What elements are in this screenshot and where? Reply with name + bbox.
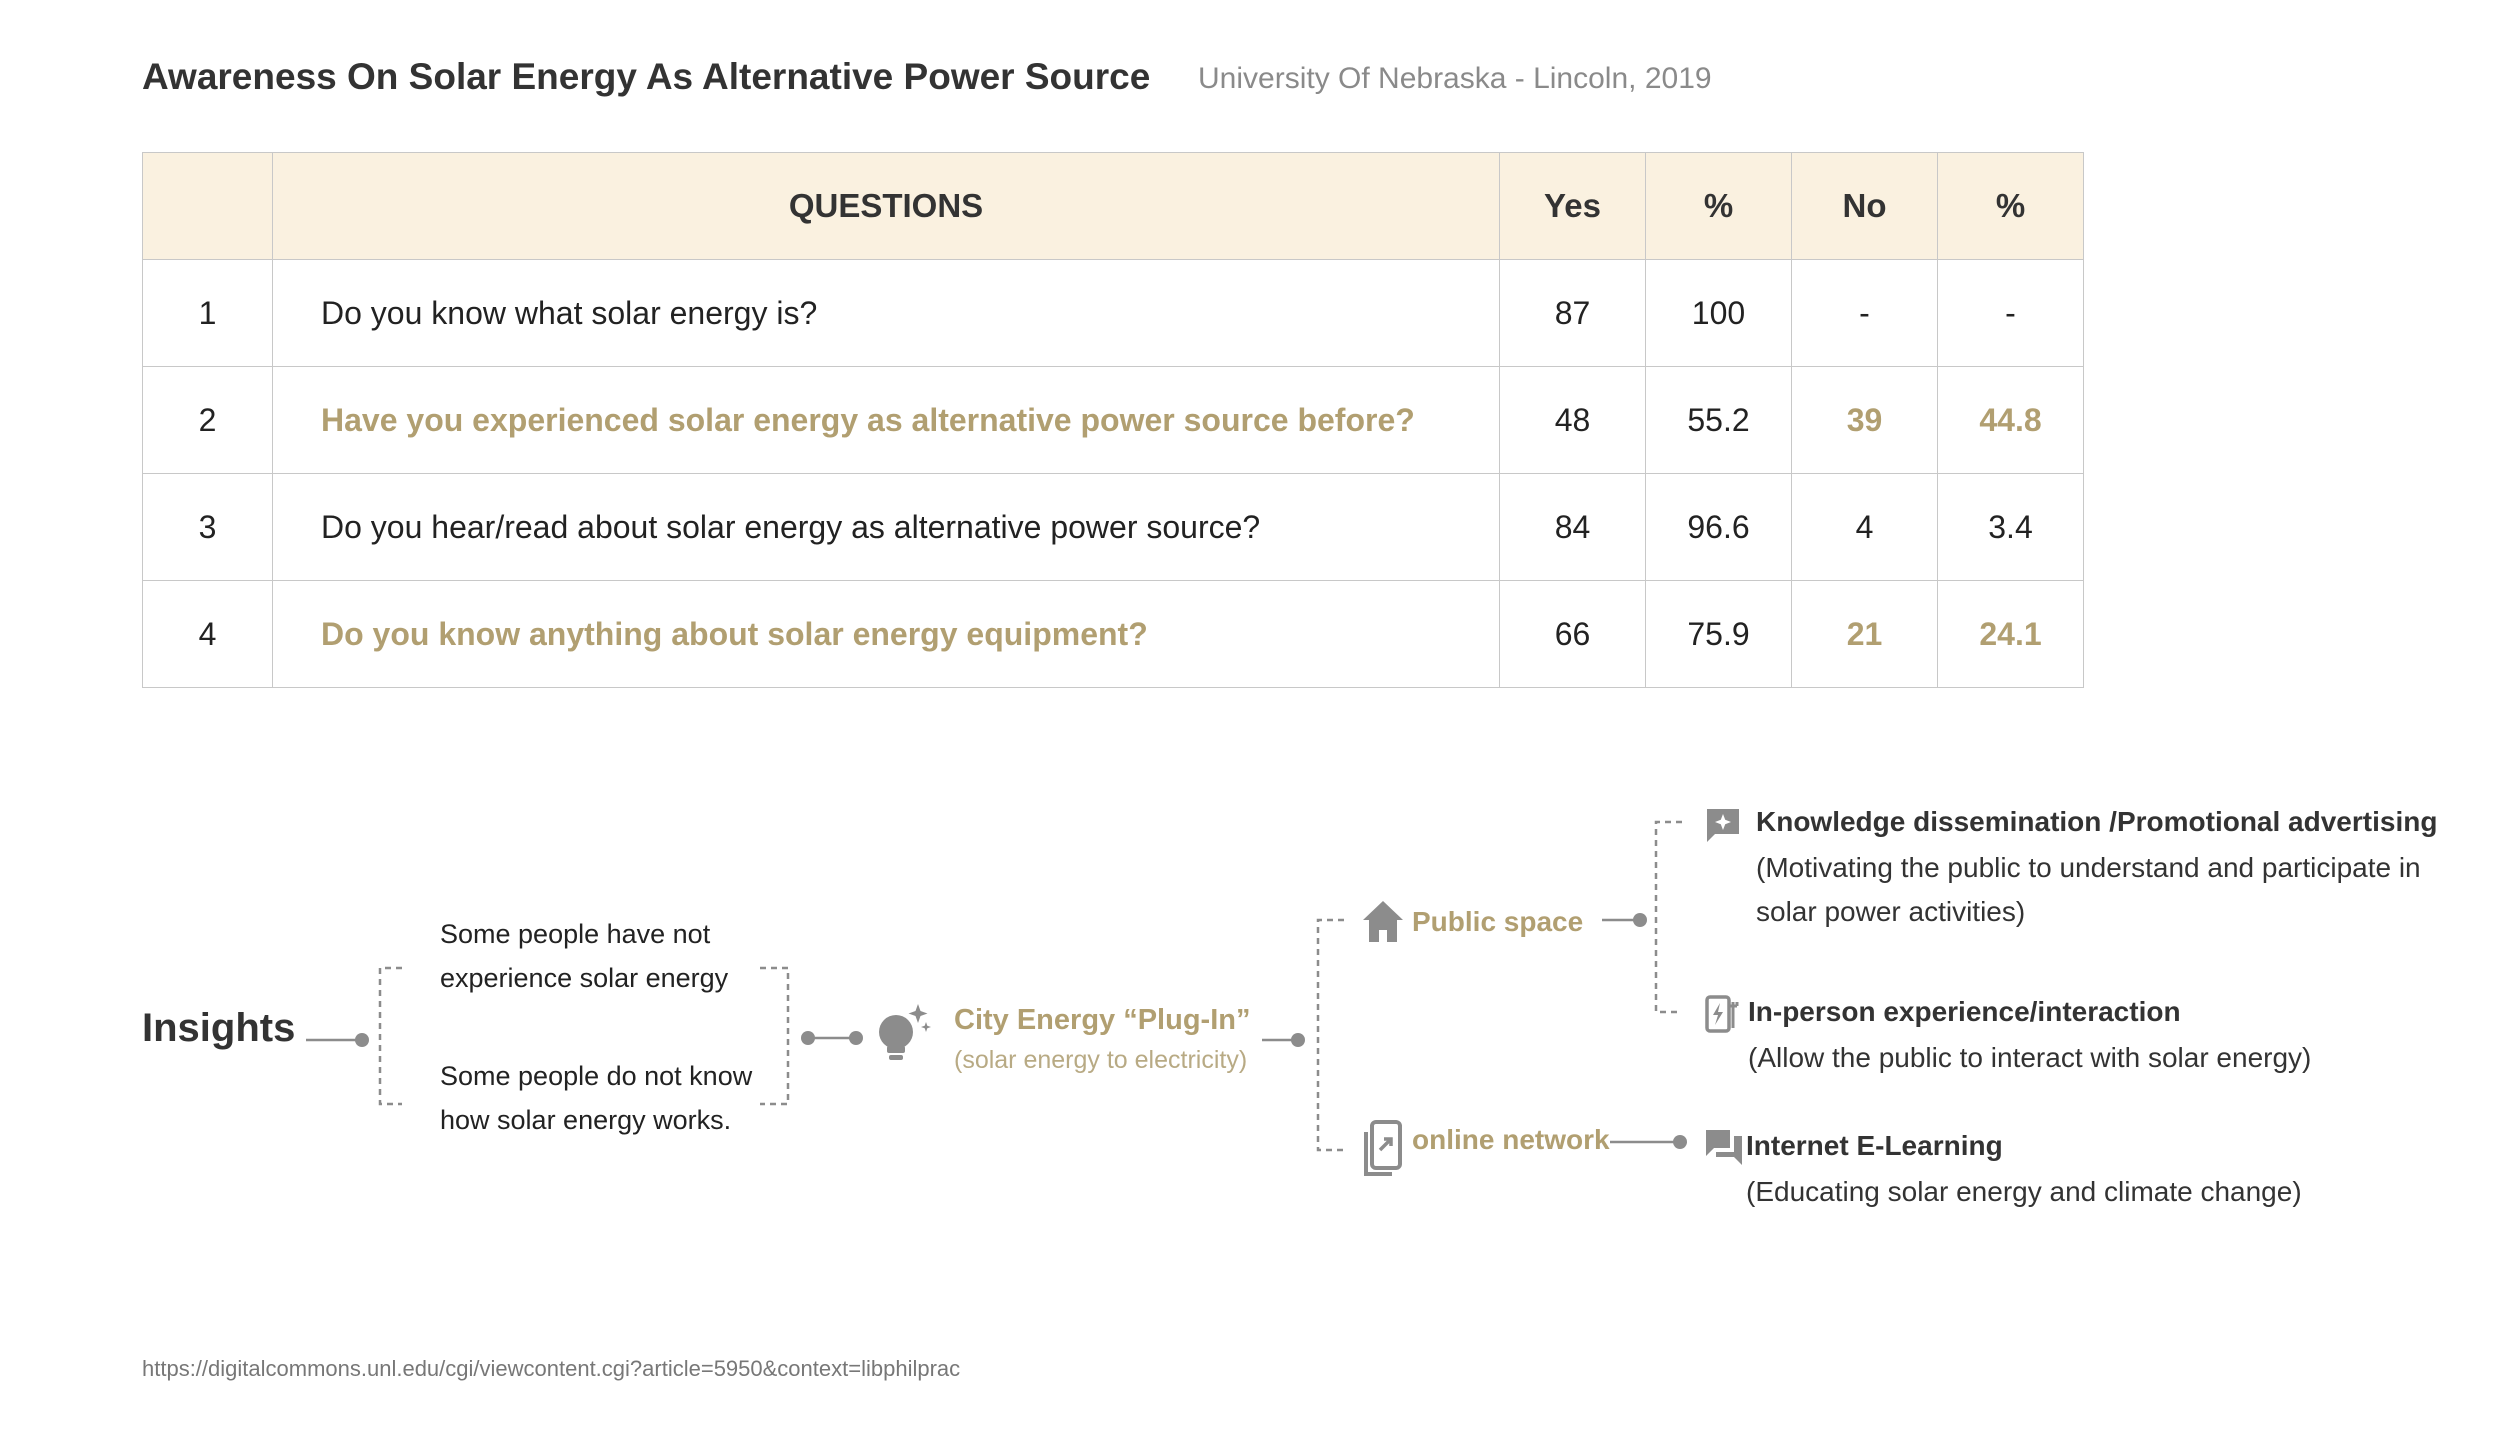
observation-line: Some people do not know	[440, 1061, 753, 1091]
action-title: Knowledge dissemination /Promotional advertising	[1756, 806, 2438, 837]
observation-item	[440, 912, 728, 1000]
concept-title: City Energy “Plug-In”	[954, 1004, 1251, 1036]
question-text: Do you know anything about solar energy equipment?	[273, 581, 1500, 688]
no-count: 21	[1792, 581, 1938, 688]
action-description	[1756, 846, 2421, 934]
column-header-no: No	[1792, 153, 1938, 260]
connector-dot	[1633, 913, 1647, 927]
yes-percent: 55.2	[1646, 367, 1792, 474]
channels-bracket	[1318, 920, 1344, 1150]
column-header-yes: Yes	[1500, 153, 1646, 260]
observation-line: experience solar energy	[440, 963, 729, 993]
action-description	[1748, 1036, 2311, 1080]
no-percent: -	[1938, 260, 2084, 367]
row-number: 3	[143, 474, 273, 581]
page-subtitle: University Of Nebraska - Lincoln, 2019	[1198, 62, 1712, 95]
observation-line: how solar energy works.	[440, 1105, 732, 1135]
question-text: Do you know what solar energy is?	[273, 260, 1500, 367]
no-percent: 3.4	[1938, 474, 2084, 581]
page-title: Awareness On Solar Energy As Alternative Power Source	[142, 56, 1151, 97]
column-header-yes-percent: %	[1646, 153, 1792, 260]
no-percent: 44.8	[1938, 367, 2084, 474]
connector-dot	[1291, 1033, 1305, 1047]
channel-online-network: online network	[1412, 1124, 1610, 1155]
house-icon	[1360, 898, 1406, 944]
observations-bracket-right	[760, 968, 788, 1104]
connector-dot	[355, 1033, 369, 1047]
row-number: 4	[143, 581, 273, 688]
no-count: 4	[1792, 474, 1938, 581]
observation-item	[440, 1054, 752, 1142]
yes-percent: 100	[1646, 260, 1792, 367]
row-number: 1	[143, 260, 273, 367]
action-description-line: (Motivating the public to understand and participate in	[1756, 852, 2421, 883]
column-header-questions: QUESTIONS	[273, 153, 1500, 260]
action-title: In-person experience/interaction	[1748, 996, 2181, 1027]
yes-count: 66	[1500, 581, 1646, 688]
action-description-line: solar power activities)	[1756, 896, 2026, 927]
connector-dot	[1673, 1135, 1687, 1149]
question-text: Do you hear/read about solar energy as alternative power source?	[273, 474, 1500, 581]
connector-dot	[801, 1031, 815, 1045]
solar-charge-icon	[1704, 994, 1742, 1034]
source-url: https://digitalcommons.unl.edu/cgi/viewcontent.cgi?article=5950&context=libphilprac	[142, 1356, 961, 1381]
forum-icon	[1704, 1128, 1744, 1168]
yes-percent: 96.6	[1646, 474, 1792, 581]
actions-bracket	[1656, 822, 1682, 1012]
observations-bracket-left	[380, 968, 402, 1104]
action-description	[1746, 1170, 2302, 1214]
channel-public-space: Public space	[1412, 906, 1584, 937]
row-number: 2	[143, 367, 273, 474]
sparkle-chat-icon	[1704, 806, 1742, 844]
yes-count: 84	[1500, 474, 1646, 581]
no-percent: 24.1	[1938, 581, 2084, 688]
column-header-no-percent: %	[1938, 153, 2084, 260]
question-text: Have you experienced solar energy as alternative power source before?	[273, 367, 1500, 474]
action-description-line: (Allow the public to interact with solar energy)	[1748, 1042, 2312, 1073]
yes-count: 87	[1500, 260, 1646, 367]
observation-line: Some people have not	[440, 919, 711, 949]
concept-subtitle: (solar energy to electricity)	[954, 1046, 1248, 1074]
no-count: 39	[1792, 367, 1938, 474]
yes-percent: 75.9	[1646, 581, 1792, 688]
phone-share-icon	[1360, 1118, 1406, 1178]
connector-dot	[849, 1031, 863, 1045]
insights-label: Insights	[142, 1006, 296, 1050]
action-title: Internet E-Learning	[1746, 1130, 2003, 1161]
yes-count: 48	[1500, 367, 1646, 474]
lightbulb-icon	[870, 1002, 932, 1068]
no-count: -	[1792, 260, 1938, 367]
action-description-line: (Educating solar energy and climate change)	[1746, 1176, 2302, 1207]
